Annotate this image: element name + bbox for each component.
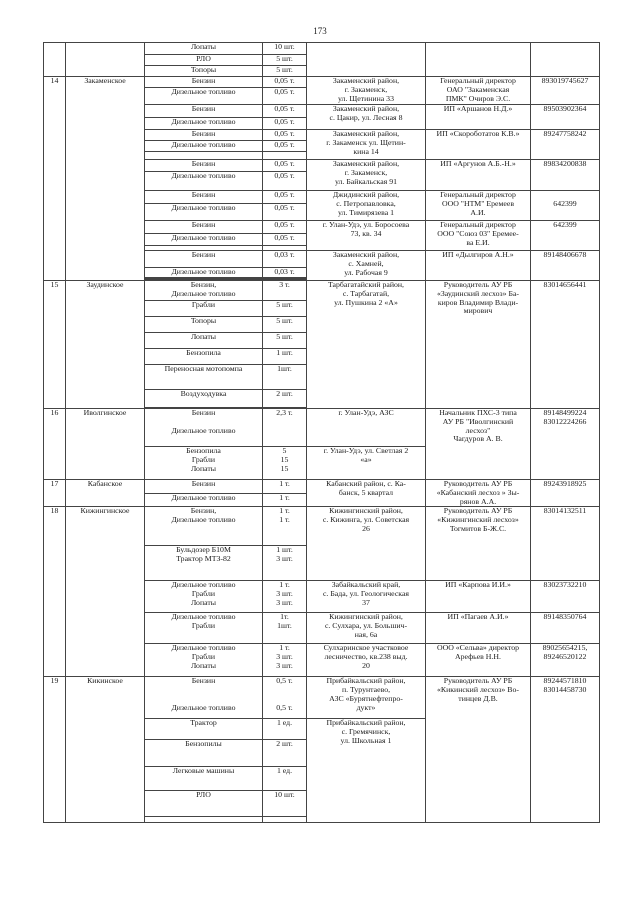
responsible-person-cell: Генеральный директор ООО "НТМ" Еремеев А.И. — [426, 190, 531, 220]
resource-quantity-cell: 5 шт. — [263, 66, 307, 77]
row-number-cell: 15 — [44, 280, 66, 408]
resource-quantity-cell: 5 шт. — [263, 316, 307, 332]
row-number-cell: 14 — [44, 77, 66, 281]
storage-address-cell: г. Улан-Удэ, ул. Светлая 2 «а» — [307, 446, 426, 479]
contact-phone-cell — [531, 43, 600, 77]
resource-quantity-cell: 2,3 т. — [263, 408, 307, 446]
resource-type-cell: Трактор — [145, 719, 263, 740]
contact-phone-cell: 89244571810 83014458730 — [531, 677, 600, 823]
resource-quantity-cell: 0,05 т. — [263, 159, 307, 171]
resource-type-cell — [145, 151, 263, 159]
resource-quantity-cell: 1т. 1шт. — [263, 613, 307, 644]
responsible-person-cell: Руководитель АУ РБ «Кижингинский лесхоз» Тогмитов Б-Ж.С. — [426, 507, 531, 581]
district-name-cell: Кижингинское — [66, 507, 145, 677]
resource-quantity-cell: 0,05 т. — [263, 190, 307, 203]
resource-type-cell: Бензин — [145, 220, 263, 233]
responsible-person-cell: Руководитель АУ РБ «Заудинский лесхоз» Ба- киров Владимир Влади- мирович — [426, 280, 531, 408]
resource-quantity-cell: 5 шт. — [263, 55, 307, 66]
resource-type-cell: Бензин — [145, 190, 263, 203]
resource-type-cell: Бензопилы — [145, 740, 263, 767]
resource-type-cell: Лопаты — [145, 332, 263, 348]
storage-address-cell — [307, 43, 426, 77]
resource-type-cell: Топоры — [145, 66, 263, 77]
resource-quantity-cell: 1 т. 3 шт. 3 шт. — [263, 644, 307, 677]
resource-type-cell: Дизельное топливо Грабли — [145, 613, 263, 644]
responsible-person-cell: Руководитель АУ РБ «Кабанский лесхоз » Зы- рянов А.А. — [426, 479, 531, 507]
resource-type-cell: Бензин Дизельное топливо — [145, 677, 263, 719]
resource-type-cell: Бензин — [145, 129, 263, 140]
district-name-cell: Закаменское — [66, 77, 145, 281]
resource-quantity-cell: 0,05 т. — [263, 171, 307, 190]
resource-quantity-cell: 1 шт. — [263, 348, 307, 364]
resource-quantity-cell: 0,05 т. — [263, 88, 307, 105]
resource-type-cell: Дизельное топливо — [145, 203, 263, 220]
contact-phone-cell: 83014656441 — [531, 280, 600, 408]
contact-phone-cell: 83023732210 — [531, 581, 600, 613]
responsible-person-cell: ИП «Аршанов Н.Д.» — [426, 104, 531, 129]
resource-quantity-cell: 3 т. — [263, 280, 307, 300]
resource-type-cell: Бензин — [145, 104, 263, 117]
resource-type-cell: РЛО — [145, 55, 263, 66]
resource-type-cell: Бензин — [145, 159, 263, 171]
resource-quantity-cell: 2 шт. — [263, 740, 307, 767]
resource-quantity-cell — [263, 817, 307, 823]
table-row — [44, 280, 600, 300]
resource-quantity-cell: 0,05 т. — [263, 104, 307, 117]
resource-type-cell: Дизельное топливо — [145, 233, 263, 245]
storage-address-cell: Закаменский район, с. Цакир, ул. Лесная 8 — [307, 104, 426, 129]
resource-quantity-cell — [263, 151, 307, 159]
contact-phone-cell: 642399 — [531, 220, 600, 250]
storage-address-cell: Кижингинский район, с. Сулхара, ул. Большич- ная, 6а — [307, 613, 426, 644]
resource-type-cell: Дизельное топливо Грабли Лопаты — [145, 581, 263, 613]
resource-quantity-cell: 5 15 15 — [263, 446, 307, 479]
contact-phone-cell: 893019745627 — [531, 77, 600, 105]
resources-table — [43, 42, 600, 823]
table-row — [44, 479, 600, 493]
storage-address-cell: Прибайкальский район, п. Турунтаево, АЗС «Бурятнефтепро- дукт» — [307, 677, 426, 719]
contact-phone-cell: 89025654215, 89246520122 — [531, 644, 600, 677]
resource-type-cell: Легковые машины — [145, 767, 263, 791]
resource-quantity-cell: 5 шт. — [263, 332, 307, 348]
resource-quantity-cell: 0,05 т. — [263, 117, 307, 129]
storage-address-cell: Джидинский район, с. Петропавловка, ул. Тимирязева 1 — [307, 190, 426, 220]
row-number-cell — [44, 43, 66, 77]
storage-address-cell: Закаменский район, с. Хамней, ул. Рабочая 9 — [307, 250, 426, 280]
contact-phone-cell: 83014132511 — [531, 507, 600, 581]
district-name-cell: Иволгинское — [66, 408, 145, 479]
resource-quantity-cell: 0,03 т. — [263, 250, 307, 267]
resource-quantity-cell: 0,05 т. — [263, 140, 307, 151]
resource-type-cell: Дизельное топливо Грабли Лопаты — [145, 644, 263, 677]
contact-phone-cell: 89148350764 — [531, 613, 600, 644]
resource-quantity-cell: 0,05 т. — [263, 203, 307, 220]
district-name-cell — [66, 43, 145, 77]
storage-address-cell: Закаменский район, г. Закаменск, ул. Щетинина 33 — [307, 77, 426, 105]
resource-quantity-cell: 1 т. 1 т. — [263, 507, 307, 546]
storage-address-cell: г. Улан-Удэ, АЗС — [307, 408, 426, 446]
storage-address-cell: Кижингинский район, с. Кижинга, ул. Советская 26 — [307, 507, 426, 581]
responsible-person-cell: ИП «Аргунов А.Б.-Н.» — [426, 159, 531, 190]
storage-address-cell: Закаменский район, г. Закаменск ул. Щетин- кина 14 — [307, 129, 426, 159]
contact-phone-cell: 89834200838 — [531, 159, 600, 190]
resource-type-cell: Бензин — [145, 77, 263, 88]
resource-quantity-cell: 1 т. 3 шт. 3 шт. — [263, 581, 307, 613]
resource-quantity-cell: 1 ед. — [263, 767, 307, 791]
resource-quantity-cell: 10 шт. — [263, 43, 307, 55]
resource-type-cell: Лопаты — [145, 43, 263, 55]
resource-quantity-cell: 2 шт. — [263, 389, 307, 407]
contact-phone-cell: 89247758242 — [531, 129, 600, 159]
table-row — [44, 677, 600, 719]
storage-address-cell: Кабанский район, с. Ка- банск, 5 квартал — [307, 479, 426, 507]
resource-quantity-cell: 0,05 т. — [263, 220, 307, 233]
resource-quantity-cell: 0,05 т. — [263, 77, 307, 88]
responsible-person-cell: ИП «Дылгиров А.Н.» — [426, 250, 531, 280]
storage-address-cell: Закаменский район, г. Закаменск, ул. Байкальская 91 — [307, 159, 426, 190]
responsible-person-cell: ИП «Скороботатов К.В.» — [426, 129, 531, 159]
resource-type-cell: Дизельное топливо — [145, 117, 263, 129]
district-name-cell: Кабанское — [66, 479, 145, 507]
resource-type-cell: Грабли — [145, 300, 263, 316]
resource-type-cell: Переносная мотопомпа — [145, 364, 263, 389]
resource-quantity-cell: 1шт. — [263, 364, 307, 389]
responsible-person-cell: Руководитель АУ РБ «Кикинский лесхоз» Во- тинцев Д.В. — [426, 677, 531, 823]
resource-quantity-cell: 10 шт. — [263, 791, 307, 817]
resource-type-cell: РЛО — [145, 791, 263, 817]
resource-type-cell: Дизельное топливо — [145, 171, 263, 190]
resource-quantity-cell: 1 шт. 3 шт. — [263, 546, 307, 581]
table-row — [44, 77, 600, 88]
resource-type-cell: Бензин — [145, 479, 263, 493]
contact-phone-cell: 89148406678 — [531, 250, 600, 280]
storage-address-cell: Сулхаринское участковое лесничество, кв.238 выд. 20 — [307, 644, 426, 677]
resource-type-cell: Топоры — [145, 316, 263, 332]
resource-quantity-cell: 0,05 т. — [263, 129, 307, 140]
responsible-person-cell: ООО «Сельва» директор Арефьев Н.Н. — [426, 644, 531, 677]
row-number-cell: 18 — [44, 507, 66, 677]
storage-address-cell: Тарбагатайский район, с. Тарбагатай, ул. Пушкина 2 «А» — [307, 280, 426, 408]
page-number: 173 — [313, 26, 327, 36]
resource-type-cell: Бензопила Грабли Лопаты — [145, 446, 263, 479]
contact-phone-cell: 642399 — [531, 190, 600, 220]
district-name-cell: Заудинское — [66, 280, 145, 408]
resource-type-cell — [145, 817, 263, 823]
responsible-person-cell — [426, 43, 531, 77]
responsible-person-cell: ИП «Пагаев А.И.» — [426, 613, 531, 644]
table-row — [44, 43, 600, 55]
contact-phone-cell: 89243918925 — [531, 479, 600, 507]
resource-type-cell: Бульдозер Б10М Трактор МТЗ-82 — [145, 546, 263, 581]
resource-quantity-cell: 0,03 т. — [263, 267, 307, 277]
storage-address-cell: г. Улан-Удэ, ул. Боросоева 73, кв. 34 — [307, 220, 426, 250]
resource-type-cell: Воздуходувка — [145, 389, 263, 407]
resource-quantity-cell: 1 т. — [263, 479, 307, 493]
responsible-person-cell: Начальник ПХС-3 типа АУ РБ "Иволгинский лесхоз" Чагдуров А. В. — [426, 408, 531, 479]
table-row — [44, 507, 600, 546]
resource-quantity-cell: 0,5 т. 0,5 т. — [263, 677, 307, 719]
row-number-cell: 17 — [44, 479, 66, 507]
resource-type-cell: Бензин, Дизельное топливо — [145, 507, 263, 546]
table-row — [44, 408, 600, 446]
resource-type-cell: Дизельное топливо — [145, 88, 263, 105]
resource-type-cell: Бензин, Дизельное топливо — [145, 280, 263, 300]
responsible-person-cell: Генеральный директор ОАО "Закаменская ПМК" Очиров Э.С. — [426, 77, 531, 105]
responsible-person-cell: Генеральный директор ООО "Союз 03" Еремее- ва Е.И. — [426, 220, 531, 250]
resource-type-cell: Бензин — [145, 250, 263, 267]
responsible-person-cell: ИП «Карпова И.И.» — [426, 581, 531, 613]
resource-type-cell: Дизельное топливо — [145, 267, 263, 277]
contact-phone-cell: 89148499224 83012224266 — [531, 408, 600, 479]
row-number-cell: 16 — [44, 408, 66, 479]
resource-type-cell: Бензин Дизельное топливо — [145, 408, 263, 446]
resource-type-cell: Дизельное топливо — [145, 140, 263, 151]
row-number-cell: 19 — [44, 677, 66, 823]
resource-type-cell: Бензопила — [145, 348, 263, 364]
resource-type-cell: Дизельное топливо — [145, 493, 263, 507]
resource-quantity-cell: 1 ед. — [263, 719, 307, 740]
storage-address-cell: Прибайкальский район, с. Гремячинск, ул. Школьная 1 — [307, 719, 426, 823]
resource-quantity-cell: 1 т. — [263, 493, 307, 507]
contact-phone-cell: 89503902364 — [531, 104, 600, 129]
resource-quantity-cell: 5 шт. — [263, 300, 307, 316]
storage-address-cell: Забайкальский край, с. Бада, ул. Геологическая 37 — [307, 581, 426, 613]
resource-quantity-cell: 0,05 т. — [263, 233, 307, 245]
district-name-cell: Кикинское — [66, 677, 145, 823]
